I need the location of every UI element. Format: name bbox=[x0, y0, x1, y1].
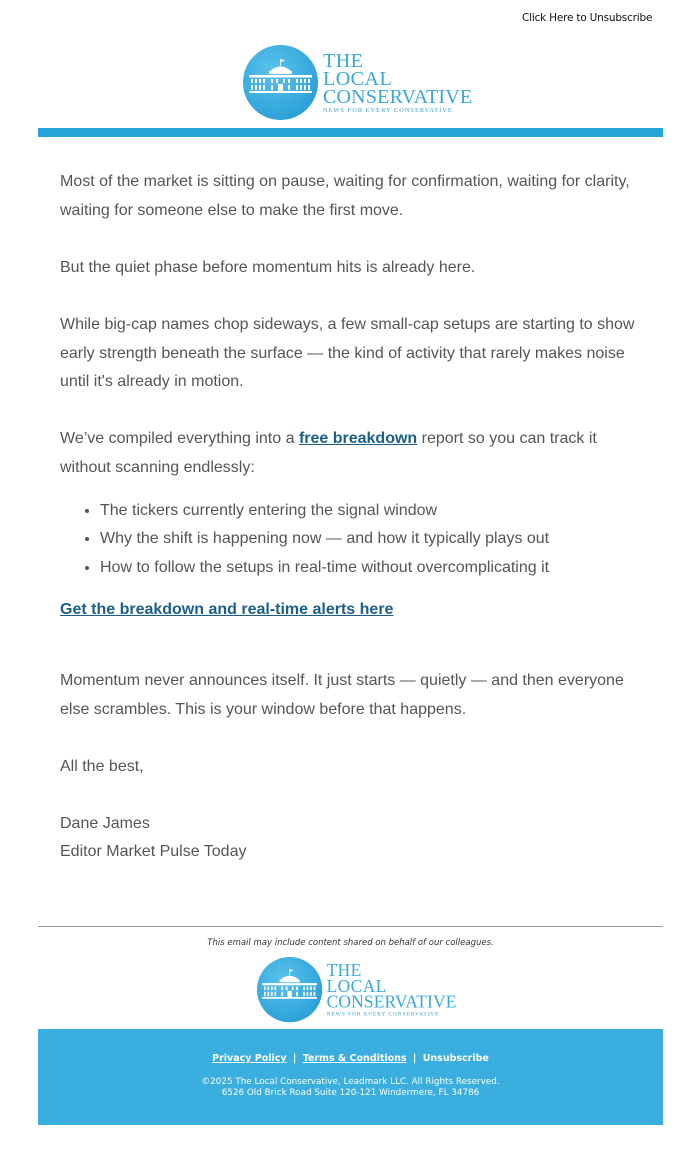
copyright-text: ©2025 The Local Conservative, Leadmark LLC. All Rights Reserved. bbox=[201, 1077, 500, 1087]
signature bbox=[60, 810, 645, 867]
list-item: • Why the shift is happening now — and how it typically plays out bbox=[100, 525, 645, 554]
brand-line-1: THE bbox=[326, 961, 362, 981]
footer-links bbox=[38, 1053, 663, 1064]
paragraph-3: While big-cap names chop sideways, a few small-cap setups are starting to show early strength beneath the surface — the kind of activity that rarely makes noise until it's already in motion. bbox=[60, 315, 635, 391]
paragraph-1: Most of the market is sitting on pause, waiting for confirmation, waiting for clarity, waiting for someone else to make the first move. bbox=[60, 173, 630, 219]
brand-line-2: LOCAL bbox=[323, 67, 393, 90]
brand-line-2: LOCAL bbox=[326, 976, 387, 996]
benefits-list bbox=[100, 497, 645, 583]
signoff: All the best, bbox=[60, 757, 144, 775]
privacy-policy-link[interactable]: Privacy Policy bbox=[212, 1053, 287, 1064]
paragraph-2: But the quiet phase before momentum hits is already here. bbox=[60, 258, 476, 276]
paragraph-4-tail: report so you can track it without scanning endlessly: bbox=[60, 430, 597, 476]
terms-conditions-link[interactable]: Terms & Conditions bbox=[302, 1053, 407, 1064]
footer-legal bbox=[38, 1077, 663, 1099]
email-body bbox=[60, 168, 645, 867]
footer-disclaimer: This email may include content shared on behalf of our colleagues. bbox=[207, 938, 494, 948]
link-separator: | bbox=[412, 1053, 417, 1064]
footer-divider bbox=[38, 926, 663, 927]
paragraph-4-lead: We’ve compiled everything into a bbox=[60, 430, 299, 448]
list-item: • The tickers currently entering the signal window bbox=[100, 497, 645, 526]
link-separator: | bbox=[292, 1053, 297, 1064]
capitol-building-icon bbox=[243, 45, 318, 120]
signature-title: Editor Market Pulse Today bbox=[60, 843, 247, 861]
brand-tagline: NEWS FOR EVERY CONSERVATIVE bbox=[323, 106, 453, 114]
brand-wordmark bbox=[327, 963, 457, 1017]
paragraph-5: Momentum never announces itself. It just starts — quietly — and then everyone else scrambles. This is your window before that happens. bbox=[60, 671, 624, 718]
capitol-building-icon bbox=[257, 957, 322, 1022]
brand-logo-header[interactable] bbox=[243, 45, 472, 120]
unsubscribe-top-link[interactable]: Click Here to Unsubscribe bbox=[522, 12, 653, 24]
brand-line-3: CONSERVATIVE bbox=[326, 992, 457, 1012]
brand-logo-footer[interactable] bbox=[257, 957, 457, 1022]
get-breakdown-cta-link[interactable]: Get the breakdown and real-time alerts here bbox=[60, 601, 394, 619]
paragraph-4 bbox=[60, 425, 645, 482]
brand-line-1: THE bbox=[323, 49, 364, 72]
brand-wordmark bbox=[323, 49, 473, 114]
address-text: 6526 Old Brick Road Suite 120-121 Windermere, FL 34786 bbox=[221, 1088, 480, 1098]
footer-band bbox=[38, 1029, 663, 1125]
header-divider bbox=[38, 128, 663, 137]
unsubscribe-footer-link[interactable]: Unsubscribe bbox=[422, 1053, 489, 1064]
brand-line-3: CONSERVATIVE bbox=[323, 85, 473, 108]
free-breakdown-link[interactable]: free breakdown bbox=[298, 430, 418, 448]
signature-name: Dane James bbox=[60, 814, 150, 832]
brand-tagline: NEWS FOR EVERY CONSERVATIVE bbox=[326, 1010, 440, 1017]
cta-paragraph bbox=[60, 596, 645, 625]
list-item: • How to follow the setups in real-time without overcomplicating it bbox=[100, 554, 645, 583]
